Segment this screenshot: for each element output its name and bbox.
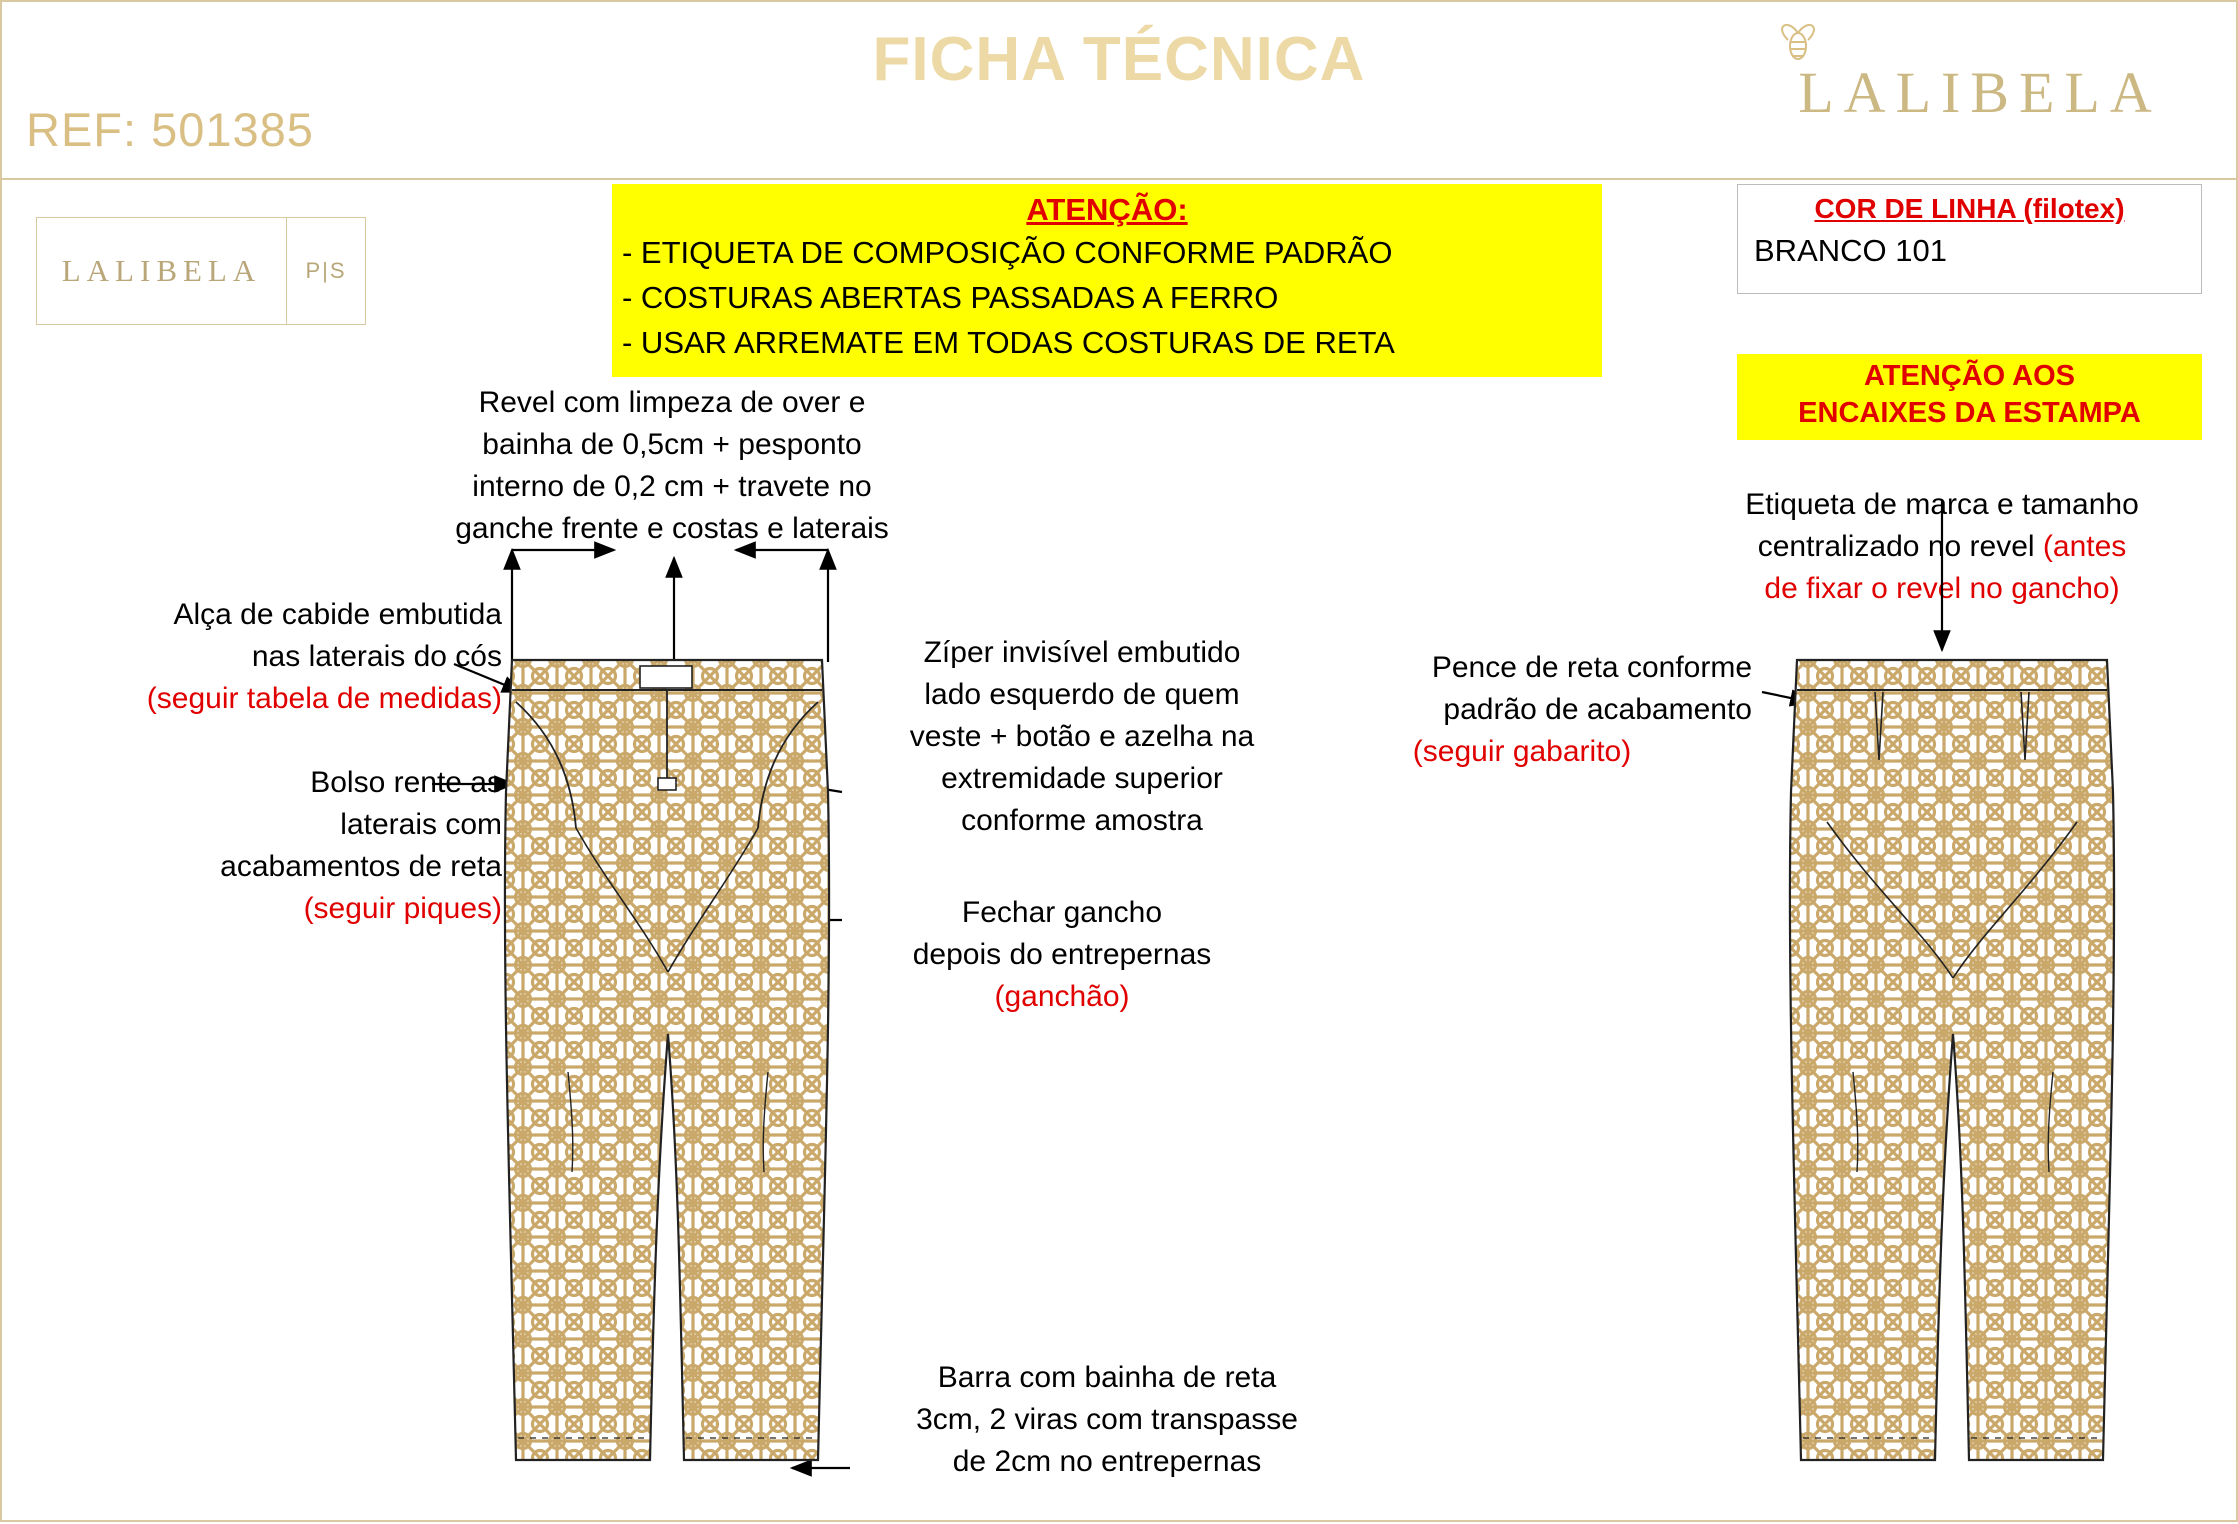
print-attention-line-2: ENCAIXES DA ESTAMPA [1798,397,2141,429]
thread-color-value: BRANCO 101 [1754,233,1947,268]
note-ziper-l5: conforme amostra [961,804,1203,837]
note-etiqueta-l2b: (antes [2042,530,2127,563]
note-revel-l3: interno de 0,2 cm + travete no [472,470,872,503]
note-alca-cabide [22,594,502,720]
label-brand-text: LALIBELA [61,253,262,288]
note-ziper-l4: extremidade superior [941,762,1223,795]
bee-icon [1770,16,2190,62]
note-pence-l3: (seguir gabarito) [1412,735,1632,768]
thread-color-title: COR DE LINHA (filotex) [1814,193,2125,224]
note-revel-l2: bainha de 0,5cm + pesponto [482,428,862,461]
attention-line-2: - COSTURAS ABERTAS PASSADAS A FERRO [622,280,1279,315]
note-barra-l2: 3cm, 2 viras com transpasse [916,1403,1298,1436]
note-etiqueta-l2a: centralizado no revel [1757,530,2043,563]
note-revel-l1: Revel com limpeza de over e [478,386,866,419]
label-logo-box [36,217,366,325]
print-attention-block [1737,354,2202,440]
note-etiqueta-l2 [1682,526,2202,568]
note-revel-l4: ganche frente e costas e laterais [455,512,889,545]
reference-number: REF: 501385 [26,103,314,156]
attention-line-1: - ETIQUETA DE COMPOSIÇÃO CONFORME PADRÃO [622,235,1393,270]
note-etiqueta-l3: de fixar o revel no gancho) [1764,572,2120,605]
note-gancho-l3: (ganchão) [994,980,1130,1013]
note-bolso [102,762,502,930]
note-ziper-l3: veste + botão e azelha na [909,720,1255,753]
note-bolso-l3: acabamentos de reta [220,850,502,883]
note-pence-l1: Pence de reta conforme [1431,651,1752,684]
note-bolso-l1: Bolso rente as [310,766,502,799]
thread-color-box [1737,184,2202,294]
note-barra-l1: Barra com bainha de reta [937,1361,1277,1394]
note-ziper [862,632,1302,842]
attention-line-3: - USAR ARREMATE EM TODAS COSTURAS DE RETA [622,325,1395,360]
label-size-text: P|S [286,218,365,324]
note-gancho-l1: Fechar gancho [961,896,1163,929]
note-pence [1292,647,1752,773]
note-barra-l3: de 2cm no entrepernas [952,1445,1262,1478]
note-etiqueta-l1: Etiqueta de marca e tamanho [1745,488,2139,521]
attention-title: ATENÇÃO: [1026,192,1188,227]
attention-block [612,184,1602,377]
note-ziper-l2: lado esquerdo de quem [924,678,1240,711]
note-gancho-l2: depois do entrepernas [912,938,1212,971]
note-alca-l3: (seguir tabela de medidas) [146,682,502,715]
note-etiqueta [1682,484,2202,610]
page-title: FICHA TÉCNICA [872,25,1366,94]
note-bolso-l2: laterais com [340,808,502,841]
note-alca-l1: Alça de cabide embutida [173,598,502,631]
note-bolso-l4: (seguir piques) [303,892,502,925]
brand-logo [1770,16,2190,124]
note-pence-l2: padrão de acabamento [1443,693,1752,726]
note-alca-l2: nas laterais do cós [251,640,502,673]
note-gancho [862,892,1262,1018]
pants-back-figure [1757,642,2147,1482]
brand-name: LALIBELA [1798,60,2162,125]
note-barra [862,1357,1352,1483]
pants-front-figure [472,642,862,1482]
document-header [2,2,2236,180]
note-ziper-l1: Zíper invisível embutido [923,636,1241,669]
note-revel [382,382,962,550]
print-attention-line-1: ATENÇÃO AOS [1863,360,2076,392]
